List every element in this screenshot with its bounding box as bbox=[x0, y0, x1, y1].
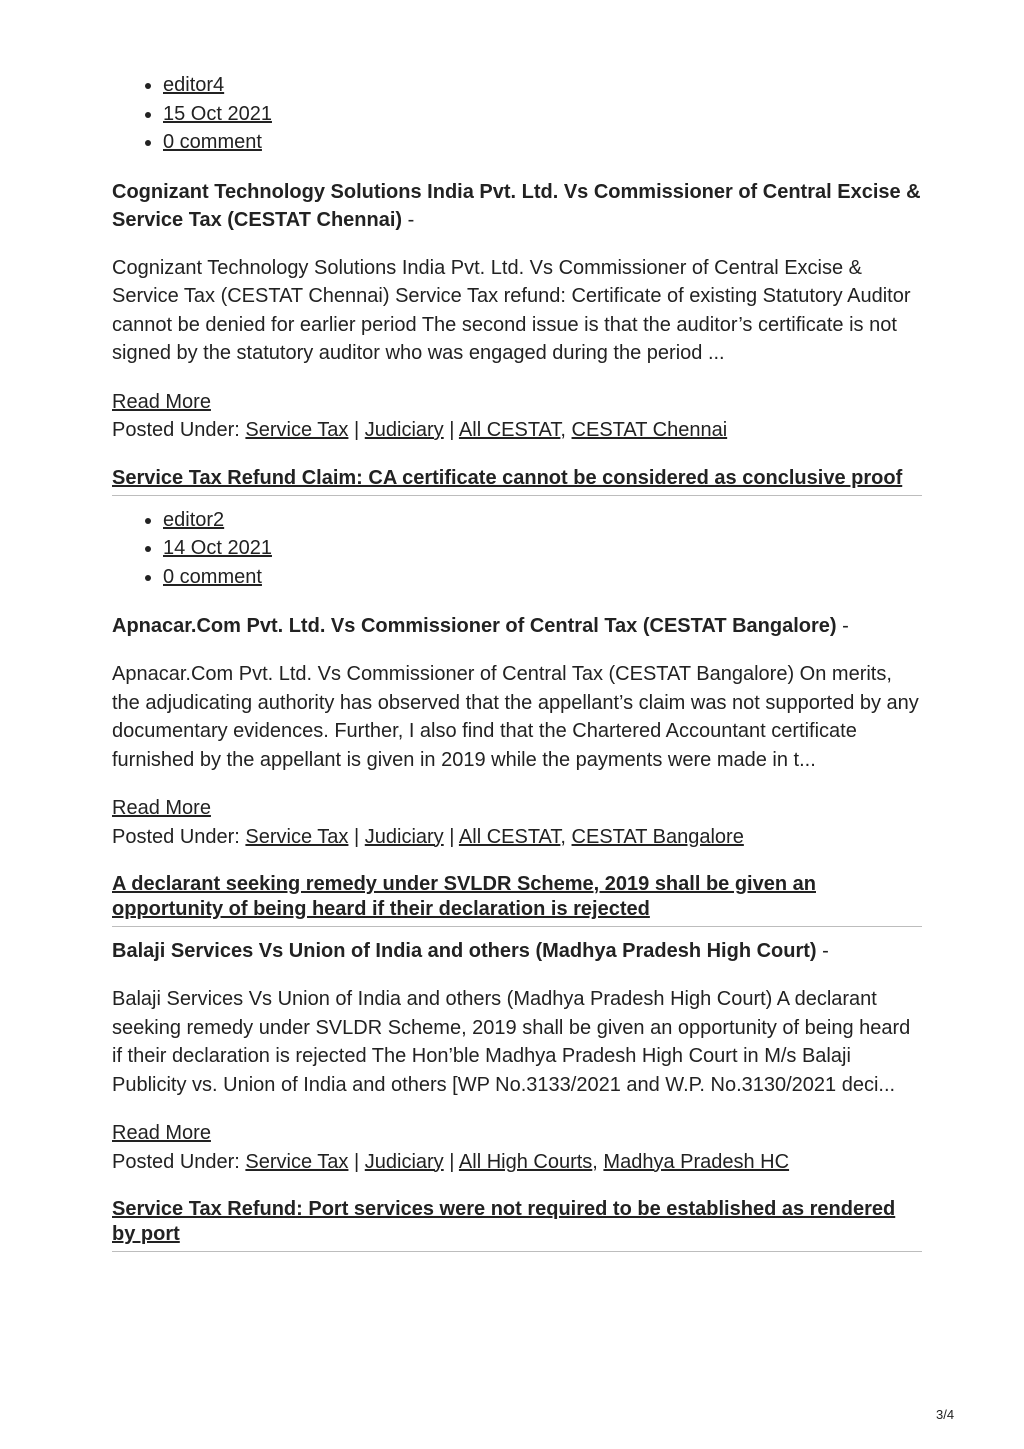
post-date bbox=[163, 100, 922, 129]
category-link-all-cestat[interactable]: All CESTAT bbox=[458, 419, 561, 441]
author-link[interactable]: editor2 bbox=[163, 508, 225, 531]
post-title bbox=[112, 466, 922, 496]
category-separator: | bbox=[449, 825, 455, 848]
category-link-judiciary[interactable]: Judiciary bbox=[364, 1150, 444, 1173]
read-more-link[interactable]: Read More bbox=[112, 797, 211, 819]
case-title-text: Apnacar.Com Pvt. Ltd. Vs Commissioner of Central Tax (CESTAT Bangalore) bbox=[112, 615, 837, 637]
post-title-link[interactable]: Service Tax Refund Claim: CA certificate cannot be considered as conclusive proof bbox=[112, 466, 903, 489]
page-number: 3/4 bbox=[936, 1407, 955, 1422]
category-separator: | bbox=[354, 825, 360, 848]
post-excerpt: Cognizant Technology Solutions India Pvt. Ltd. Vs Commissioner of Central Excise & Service Tax (CESTAT Chennai) Service Tax refund: Certificate of existing Statutory Auditor cannot be denied for earlier period The second issue is that the auditor’s certificate is not signed by the statutory auditor who was engaged during the period ... bbox=[112, 256, 911, 364]
date-link[interactable]: 14 Oct 2021 bbox=[163, 537, 272, 559]
category-link-judiciary[interactable]: Judiciary bbox=[364, 419, 444, 441]
category-link-service-tax[interactable]: Service Tax bbox=[245, 419, 349, 441]
post-meta bbox=[112, 71, 922, 157]
posted-under bbox=[112, 823, 922, 852]
post-title bbox=[112, 872, 922, 927]
posted-under-label: Posted Under: bbox=[112, 825, 240, 848]
post-title bbox=[112, 1197, 922, 1252]
post-author bbox=[163, 71, 922, 100]
case-title bbox=[112, 612, 922, 640]
category-link-service-tax[interactable]: Service Tax bbox=[245, 825, 349, 848]
category-link-cestat-bangalore[interactable]: CESTAT Bangalore bbox=[571, 825, 744, 848]
category-separator: | bbox=[449, 419, 455, 441]
category-link-service-tax[interactable]: Service Tax bbox=[245, 1150, 349, 1173]
category-link-all-cestat[interactable]: All CESTAT bbox=[458, 825, 561, 848]
category-link-madhya-pradesh-hc[interactable]: Madhya Pradesh HC bbox=[603, 1150, 790, 1173]
category-comma: , bbox=[560, 825, 566, 848]
case-title bbox=[112, 937, 922, 965]
read-more-link[interactable]: Read More bbox=[112, 390, 211, 413]
post-title-link[interactable]: Service Tax Refund: Port services were not required to be established as rendered by port bbox=[112, 1198, 896, 1245]
comments-link[interactable]: 0 comment bbox=[163, 565, 262, 588]
title-dash: - bbox=[407, 208, 415, 231]
post-author bbox=[163, 506, 922, 535]
category-separator: | bbox=[449, 1150, 455, 1173]
category-link-judiciary[interactable]: Judiciary bbox=[364, 825, 444, 848]
post-comments bbox=[163, 563, 922, 592]
posted-under-label: Posted Under: bbox=[112, 1150, 240, 1173]
comments-link[interactable]: 0 comment bbox=[163, 131, 262, 153]
posted-under-label: Posted Under: bbox=[112, 419, 240, 441]
author-link[interactable]: editor4 bbox=[163, 74, 225, 96]
article-list bbox=[112, 0, 922, 1252]
case-title bbox=[112, 178, 922, 234]
read-more-link[interactable]: Read More bbox=[112, 1122, 211, 1144]
date-link[interactable]: 15 Oct 2021 bbox=[163, 102, 272, 125]
category-link-all-high-courts[interactable]: All High Courts bbox=[458, 1150, 593, 1173]
category-comma: , bbox=[592, 1150, 598, 1173]
posted-under bbox=[112, 416, 922, 445]
title-dash: - bbox=[822, 940, 829, 962]
category-comma: , bbox=[560, 419, 566, 441]
post-comments bbox=[163, 128, 922, 157]
post-date bbox=[163, 534, 922, 563]
post-excerpt: Balaji Services Vs Union of India and others (Madhya Pradesh High Court) A declarant seeking remedy under SVLDR Scheme, 2019 shall be given an opportunity of being heard if their declaration is rejected The Hon’ble Madhya Pradesh High Court in M/s Balaji Publicity vs. Union of India and others [WP No.3133/2021 and W.P. No.3130/2021 deci... bbox=[112, 988, 911, 1096]
post-excerpt: Apnacar.Com Pvt. Ltd. Vs Commissioner of Central Tax (CESTAT Bangalore) On merits, the adjudicating authority has observed that the appellant’s claim was not supported by any documentary evidences. Further, I also find that the Chartered Accountant certificate furnished by the appellant is given in 2019 while the payments were made in t... bbox=[112, 663, 919, 771]
case-title-text: Cognizant Technology Solutions India Pvt. Ltd. Vs Commissioner of Central Excise & Service Tax (CESTAT Chennai) bbox=[112, 180, 921, 231]
post-meta bbox=[112, 506, 922, 592]
category-link-cestat-chennai[interactable]: CESTAT Chennai bbox=[571, 419, 728, 441]
category-separator: | bbox=[354, 1150, 360, 1173]
posted-under bbox=[112, 1148, 922, 1177]
case-title-text: Balaji Services Vs Union of India and others (Madhya Pradesh High Court) bbox=[112, 940, 817, 962]
title-dash: - bbox=[842, 615, 849, 637]
post-title-link[interactable]: A declarant seeking remedy under SVLDR Scheme, 2019 shall be given an opportunity of being heard if their declaration is rejected bbox=[112, 873, 816, 920]
category-separator: | bbox=[354, 419, 360, 441]
